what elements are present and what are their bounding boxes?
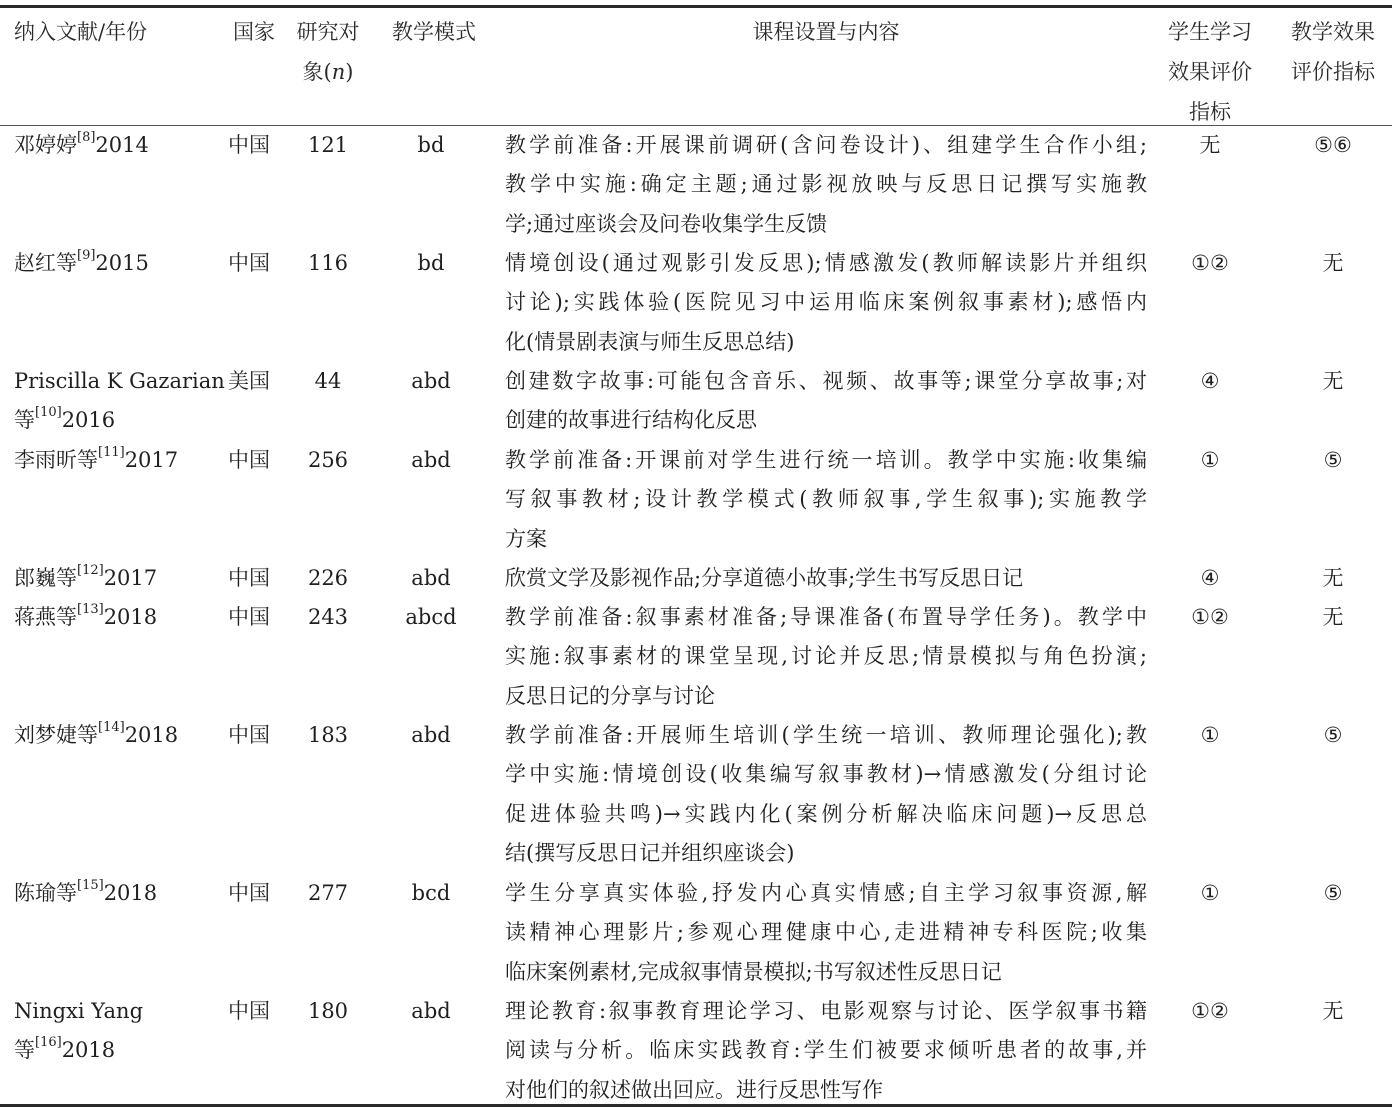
content-line: 方案 <box>505 526 547 551</box>
course-content-cell <box>505 716 1147 873</box>
reference-number: [8] <box>77 130 96 145</box>
author-name: 蒋燕等 <box>14 605 77 629</box>
course-content-cell <box>505 244 1147 362</box>
publication-year: 2014 <box>95 133 149 157</box>
reference-number: [9] <box>77 248 96 263</box>
course-content-cell <box>505 362 1147 441</box>
content-line: 教学前准备:开展课前调研(含问卷设计)、组建学生合作小组; <box>505 133 1147 157</box>
content-line: 反思日记的分享与讨论 <box>505 683 715 708</box>
reference-number: [12] <box>77 563 104 578</box>
header-student-eval <box>1158 12 1262 132</box>
header-student-eval-line: 学生学习 <box>1168 20 1252 44</box>
author-name: 等 <box>14 1038 35 1063</box>
content-line: 欣赏文学及影视作品;分享道德小故事;学生书写反思日记 <box>505 566 1024 590</box>
author-cell <box>14 362 225 441</box>
course-content-cell <box>505 126 1147 244</box>
student-eval-cell: ④ <box>1200 369 1220 393</box>
content-line: 学;通过座谈会及问卷收集学生反馈 <box>505 211 828 236</box>
header-student-eval-line: 效果评价 <box>1168 60 1252 84</box>
content-line: 化(情景剧表演与师生反思总结) <box>505 329 795 354</box>
reference-number: [13] <box>77 602 104 617</box>
reference-number: [10] <box>35 405 62 421</box>
country-cell: 中国 <box>228 881 270 905</box>
author-line <box>14 716 214 755</box>
header-n-line: 研究对 <box>296 20 360 44</box>
content-line: 教学前准备:开课前对学生进行统一培训。教学中实施:收集编 <box>505 448 1147 472</box>
author-name: 等 <box>14 408 35 433</box>
content-line: 创建数字故事:可能包含音乐、视频、故事等;课堂分享故事;对 <box>505 369 1147 393</box>
table-top-rule <box>0 5 1392 8</box>
sample-size-cell: 44 <box>314 369 342 393</box>
author-line <box>14 362 225 401</box>
author-line <box>14 441 214 480</box>
author-name: Ningxi Yang <box>14 999 144 1023</box>
student-eval-cell: ①② <box>1191 605 1229 629</box>
sample-size-cell: 180 <box>307 999 349 1023</box>
content-line: 教学前准备:开展师生培训(学生统一培训、教师理论强化);教 <box>505 723 1147 747</box>
author-cell <box>14 992 214 1071</box>
author-line <box>14 598 214 637</box>
country-cell: 中国 <box>228 448 270 472</box>
author-name: 李雨昕等 <box>14 448 98 472</box>
country-cell: 中国 <box>228 999 270 1023</box>
course-content-cell <box>505 441 1147 559</box>
author-name: 邓婷婷 <box>14 133 77 157</box>
teaching-mode-cell: abd <box>411 448 451 472</box>
publication-year: 2017 <box>124 448 179 472</box>
teaching-eval-cell: 无 <box>1322 369 1344 393</box>
content-line: 情境创设(通过观影引发反思);情感激发(教师解读影片并组织 <box>505 251 1147 275</box>
teaching-mode-cell: abd <box>411 369 451 393</box>
author-line <box>14 244 214 283</box>
student-eval-cell: ① <box>1200 448 1220 472</box>
teaching-mode-cell: abcd <box>405 605 457 629</box>
author-cell <box>14 559 214 598</box>
header-country <box>226 12 282 52</box>
publication-year: 2018 <box>124 723 179 747</box>
reference-number: [14] <box>98 720 125 735</box>
author-line <box>14 874 214 913</box>
publication-year: 2018 <box>103 881 158 905</box>
header-teaching-eval-line: 评价指标 <box>1291 60 1375 84</box>
table-bottom-rule <box>0 1104 1392 1107</box>
content-line: 结(撰写反思日记并组织座谈会) <box>505 840 795 865</box>
teaching-eval-cell: ⑤⑥ <box>1314 133 1352 157</box>
header-mode-line: 教学模式 <box>392 20 476 44</box>
country-cell: 中国 <box>228 566 270 590</box>
teaching-mode-cell: bcd <box>411 881 451 905</box>
publication-year: 2017 <box>103 566 158 590</box>
header-content <box>505 12 1147 52</box>
author-cell <box>14 244 214 283</box>
course-content-cell <box>505 992 1147 1110</box>
student-eval-cell: 无 <box>1199 133 1221 157</box>
reference-number: [11] <box>98 445 125 460</box>
publication-year: 2015 <box>95 251 149 275</box>
content-line: 学生分享真实体验,抒发内心真实情感;自主学习叙事资源,解 <box>505 881 1147 905</box>
teaching-eval-cell: 无 <box>1322 251 1344 275</box>
course-content-cell <box>505 874 1147 992</box>
author-cell <box>14 441 214 480</box>
header-teaching-eval-line: 教学效果 <box>1291 20 1375 44</box>
author-line <box>14 126 214 165</box>
author-cell <box>14 716 214 755</box>
teaching-mode-cell: bd <box>417 133 445 157</box>
sample-size-cell: 243 <box>307 605 349 629</box>
header-teaching-eval <box>1282 12 1384 92</box>
author-name: 郎巍等 <box>14 566 77 590</box>
author-line <box>14 401 214 440</box>
header-author <box>14 12 188 52</box>
teaching-eval-cell: 无 <box>1322 605 1344 629</box>
reference-number: [16] <box>35 1035 62 1051</box>
teaching-eval-cell: 无 <box>1322 566 1344 590</box>
header-author-line: 纳入文献/年份 <box>14 20 148 44</box>
header-mode <box>384 12 484 52</box>
sample-size-cell: 256 <box>307 448 349 472</box>
teaching-mode-cell: abd <box>411 723 451 747</box>
author-line <box>14 992 214 1031</box>
content-line: 读精神心理影片;参观心理健康中心,走进精神专科医院;收集 <box>505 920 1147 945</box>
student-eval-cell: ①② <box>1191 999 1229 1023</box>
country-cell: 中国 <box>228 605 270 629</box>
content-line: 创建的故事进行结构化反思 <box>505 408 757 433</box>
author-name: 赵红等 <box>14 251 77 275</box>
content-line: 理论教育:叙事教育理论学习、电影观察与讨论、医学叙事书籍 <box>505 999 1147 1023</box>
teaching-eval-cell: ⑤ <box>1323 723 1343 747</box>
student-eval-cell: ①② <box>1191 251 1229 275</box>
author-name: 刘梦婕等 <box>14 723 98 747</box>
content-line: 促进体验共鸣)→实践内化(案例分析解决临床问题)→反思总 <box>505 801 1147 826</box>
course-content-cell <box>505 598 1147 716</box>
header-n-line: 象(n) <box>302 60 354 84</box>
content-line: 对他们的叙述做出回应。进行反思性写作 <box>505 1077 883 1102</box>
publication-year: 2018 <box>61 1038 116 1063</box>
sample-size-cell: 121 <box>307 133 349 157</box>
student-eval-cell: ① <box>1200 881 1220 905</box>
sample-size-cell: 226 <box>307 566 349 590</box>
teaching-eval-cell: ⑤ <box>1323 448 1343 472</box>
author-line <box>14 1031 214 1070</box>
header-student-eval-line: 指标 <box>1189 100 1231 124</box>
content-line: 临床案例素材,完成叙事情景模拟;书写叙述性反思日记 <box>505 959 1002 984</box>
author-cell <box>14 874 214 913</box>
content-line: 阅读与分析。临床实践教育:学生们被要求倾听患者的故事,并 <box>505 1038 1147 1063</box>
author-cell <box>14 126 214 165</box>
content-line: 学中实施:情境创设(收集编写叙事教材)→情感激发(分组讨论 <box>505 762 1147 787</box>
sample-size-cell: 116 <box>307 251 349 275</box>
publication-year: 2018 <box>103 605 158 629</box>
publication-year: 2016 <box>61 408 116 433</box>
sample-size-cell: 277 <box>307 881 349 905</box>
country-cell: 中国 <box>228 133 270 157</box>
content-line: 写叙事教材;设计教学模式(教师叙事,学生叙事);实施教学 <box>505 487 1147 512</box>
author-line <box>14 559 214 598</box>
teaching-mode-cell: abd <box>411 999 451 1023</box>
teaching-eval-cell: 无 <box>1322 999 1344 1023</box>
country-cell: 美国 <box>228 369 270 393</box>
header-n <box>292 12 364 92</box>
teaching-mode-cell: abd <box>411 566 451 590</box>
teaching-eval-cell: ⑤ <box>1323 881 1343 905</box>
header-content-line: 课程设置与内容 <box>752 20 900 44</box>
country-cell: 中国 <box>228 723 270 747</box>
student-eval-cell: ④ <box>1200 566 1220 590</box>
teaching-mode-cell: bd <box>417 251 445 275</box>
author-name: Priscilla K Gazarian <box>14 369 225 393</box>
content-line: 教学前准备:叙事素材准备;导课准备(布置导学任务)。教学中 <box>505 605 1147 629</box>
author-cell <box>14 598 214 637</box>
course-content-cell <box>505 559 1147 598</box>
student-eval-cell: ① <box>1200 723 1220 747</box>
content-line: 实施:叙事素材的课堂呈现,讨论并反思;情景模拟与角色扮演; <box>505 644 1147 669</box>
reference-number: [15] <box>77 878 104 893</box>
content-line: 教学中实施:确定主题;通过影视放映与反思日记撰写实施教 <box>505 172 1147 197</box>
header-country-line: 国家 <box>233 20 275 44</box>
country-cell: 中国 <box>228 251 270 275</box>
content-line: 讨论);实践体验(医院见习中运用临床案例叙事素材);感悟内 <box>505 290 1147 315</box>
author-name: 陈瑜等 <box>14 881 77 905</box>
sample-size-cell: 183 <box>307 723 349 747</box>
